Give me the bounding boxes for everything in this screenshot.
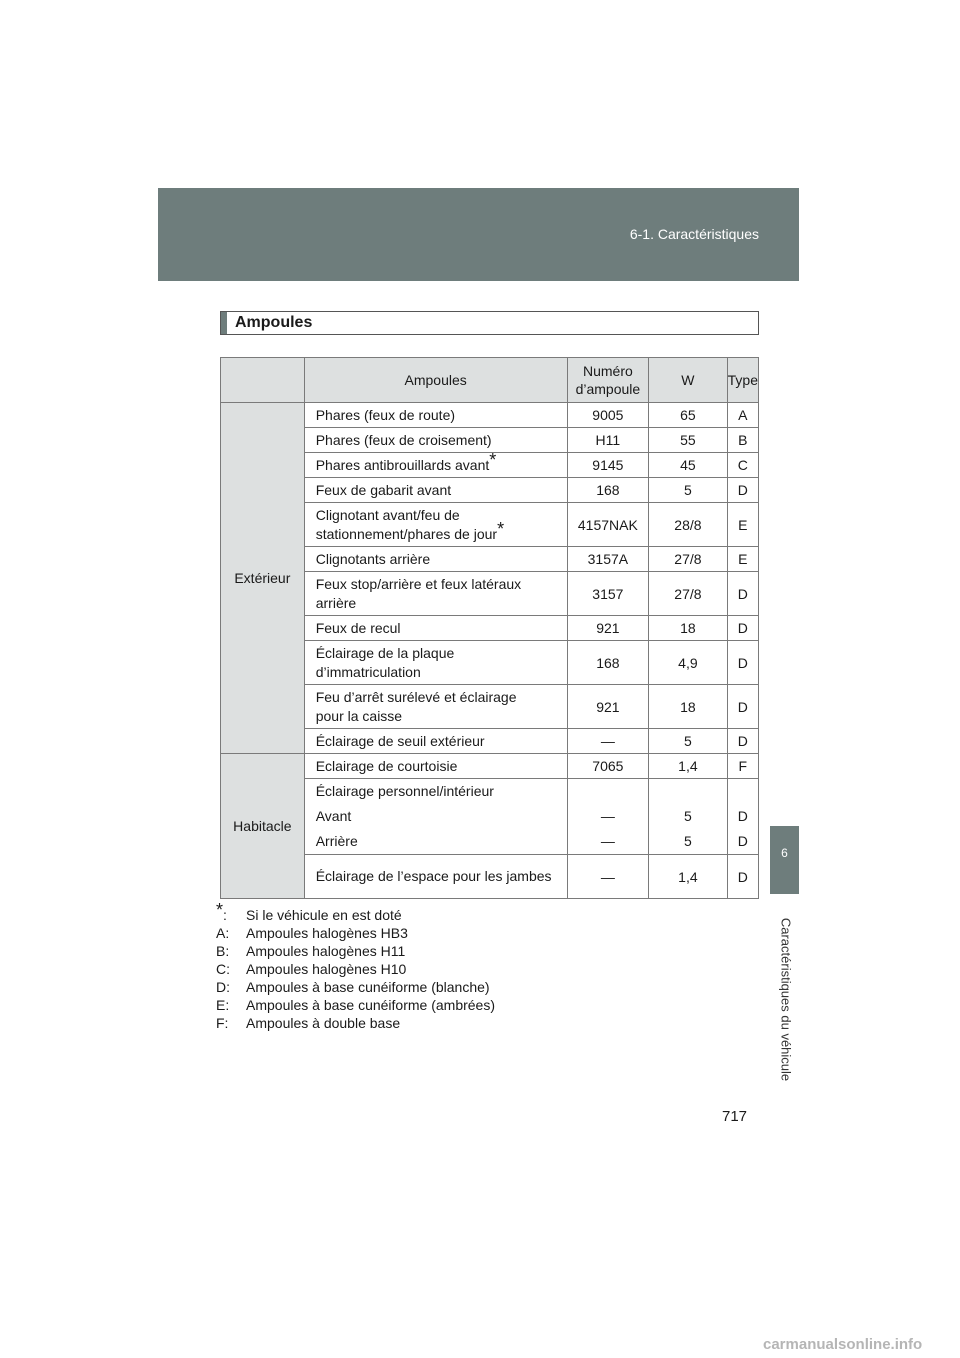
bulb-name: Clignotants arrière <box>304 547 567 572</box>
bulb-name-cell <box>304 779 567 855</box>
footnote-text: Ampoules à double base <box>246 1015 401 1031</box>
sub-bulb-number: — <box>600 833 615 849</box>
bulb-name: Feux stop/arrière et feux latéraux arrière <box>304 572 567 616</box>
bulb-number: — <box>567 729 649 754</box>
bulbs-table <box>220 357 759 899</box>
bulb-number: 921 <box>567 685 649 729</box>
footnote-key: C: <box>216 961 230 977</box>
footnote-item <box>216 996 495 1014</box>
footnote-text: Ampoules à base cunéiforme (blanche) <box>246 979 490 995</box>
asterisk-mark: * <box>489 449 497 470</box>
asterisk-mark: * <box>497 518 505 539</box>
chapter-tab <box>770 826 799 894</box>
bulb-watts: 18 <box>649 616 727 641</box>
chapter-number: 6 <box>781 846 788 860</box>
chapter-header <box>158 188 799 281</box>
bulb-name: Phares antibrouillards avant <box>315 456 490 473</box>
header-empty <box>221 358 305 403</box>
footnote-key <box>216 900 246 924</box>
bulb-name: Clignotant avant/feu de stationnement/phares de jour <box>315 506 498 542</box>
footnote-key: B: <box>216 943 230 959</box>
bulb-name: Feux de gabarit avant <box>304 478 567 503</box>
watermark-text: carmanualsonline.info <box>763 1336 923 1353</box>
bulb-type: D <box>727 478 758 503</box>
footnote-text: Ampoules halogènes HB3 <box>246 925 408 941</box>
bulb-name: Phares (feux de croisement) <box>304 428 567 453</box>
sub-bulb-watts: 5 <box>684 833 692 849</box>
footnote-key: A: <box>216 925 230 941</box>
chapter-side-label <box>771 904 801 1094</box>
bulb-number: 3157 <box>567 572 649 616</box>
bulb-name: Phares (feux de route) <box>304 403 567 428</box>
bulb-name: Éclairage de seuil extérieur <box>304 729 567 754</box>
spacer <box>728 779 758 804</box>
page-number: 717 <box>722 1108 748 1125</box>
bulb-type: D <box>727 641 758 685</box>
bulb-number: 168 <box>567 478 649 503</box>
footnote-key: E: <box>216 997 230 1013</box>
bulb-type: D <box>727 729 758 754</box>
bulb-number: 9005 <box>567 403 649 428</box>
bulb-name: Eclairage de courtoisie <box>304 754 567 779</box>
sub-bulb-watts: 5 <box>684 808 692 824</box>
bulb-watts: 55 <box>649 428 727 453</box>
footnote-text: Si le véhicule en est doté <box>246 907 402 923</box>
bulb-type: D <box>727 572 758 616</box>
bulb-number: — <box>567 855 649 899</box>
footnote-item <box>216 960 495 978</box>
header-number-text: Numéro d’ampoule <box>575 363 641 397</box>
bulb-watts: 1,4 <box>649 855 727 899</box>
footnotes <box>216 900 496 1032</box>
bulb-type: C <box>727 453 758 478</box>
bulb-watts: 5 <box>649 478 727 503</box>
section-accent <box>221 312 227 334</box>
bulb-watts: 28/8 <box>649 503 727 547</box>
bulb-name: Éclairage de la plaque d’immatriculation <box>304 641 567 685</box>
bulb-type: E <box>727 547 758 572</box>
bulb-type: D <box>727 685 758 729</box>
footnote-item <box>216 1014 495 1032</box>
chapter-title: Caractéristiques du véhicule <box>778 917 794 1082</box>
spacer <box>568 779 649 804</box>
header-type: Type <box>727 358 758 403</box>
asterisk-mark: * <box>216 900 224 920</box>
bulb-watts: 1,4 <box>649 754 727 779</box>
bulb-number: 168 <box>567 641 649 685</box>
bulb-watts: 5 <box>649 729 727 754</box>
footnote-key: D: <box>216 979 230 995</box>
bulb-watts: 65 <box>649 403 727 428</box>
bulb-number: 3157A <box>567 547 649 572</box>
header-bulbs: Ampoules <box>304 358 567 403</box>
bulb-name: Feux de recul <box>304 616 567 641</box>
bulb-number: 9145 <box>567 453 649 478</box>
footnote-item <box>216 924 495 942</box>
bulb-type: D <box>727 616 758 641</box>
section-heading: 6-1. Caractéristiques <box>629 226 759 242</box>
bulb-watts: 4,9 <box>649 641 727 685</box>
bulb-name: Éclairage de l’espace pour les jambes <box>304 855 567 899</box>
bulb-watts: 18 <box>649 685 727 729</box>
sub-bulb-type: D <box>737 808 748 824</box>
table-row <box>221 403 759 428</box>
footnote-text: Ampoules halogènes H11 <box>246 943 406 959</box>
footnote-item <box>216 978 495 996</box>
bulb-type: B <box>727 428 758 453</box>
footnote-item <box>216 942 495 960</box>
bulb-type: D <box>727 855 758 899</box>
spacer <box>649 779 726 804</box>
bulb-number: H11 <box>567 428 649 453</box>
footnote-key-text: : <box>223 907 227 923</box>
bulb-number: 7065 <box>567 754 649 779</box>
group-exterior: Extérieur <box>221 403 305 754</box>
bulb-watts-cell <box>649 779 727 855</box>
bulb-number: 921 <box>567 616 649 641</box>
bulb-name: Feu d’arrêt surélevé et éclairage pour la caisse <box>304 685 567 729</box>
group-interior: Habitacle <box>221 754 305 899</box>
sub-bulb-name: Avant <box>315 808 352 824</box>
footnote-text: Ampoules à base cunéiforme (ambrées) <box>246 997 496 1013</box>
sub-bulb-type: D <box>737 833 748 849</box>
section-title-bar <box>220 311 759 335</box>
bulb-type: E <box>727 503 758 547</box>
bulb-type: A <box>727 403 758 428</box>
header-number <box>567 358 649 403</box>
sub-bulb-number: — <box>600 808 615 824</box>
bulb-watts: 45 <box>649 453 727 478</box>
sub-bulb-name: Arrière <box>315 833 358 849</box>
bulb-number-cell <box>567 779 649 855</box>
bulb-name: Éclairage personnel/intérieur <box>315 783 494 799</box>
bulb-watts: 27/8 <box>649 572 727 616</box>
bulb-name-cell <box>304 503 567 547</box>
table-row <box>221 754 759 779</box>
bulb-number: 4157NAK <box>567 503 649 547</box>
bulb-watts: 27/8 <box>649 547 727 572</box>
bulb-name-cell <box>304 449 567 478</box>
footnote-text: Ampoules halogènes H10 <box>246 961 407 977</box>
footnote-item <box>216 900 495 924</box>
bulb-type-cell <box>727 779 758 855</box>
bulb-type: F <box>727 754 758 779</box>
header-w: W <box>649 358 727 403</box>
footnote-key: F: <box>216 1015 229 1031</box>
table-header-row <box>221 358 759 403</box>
section-title: Ampoules <box>235 314 313 331</box>
